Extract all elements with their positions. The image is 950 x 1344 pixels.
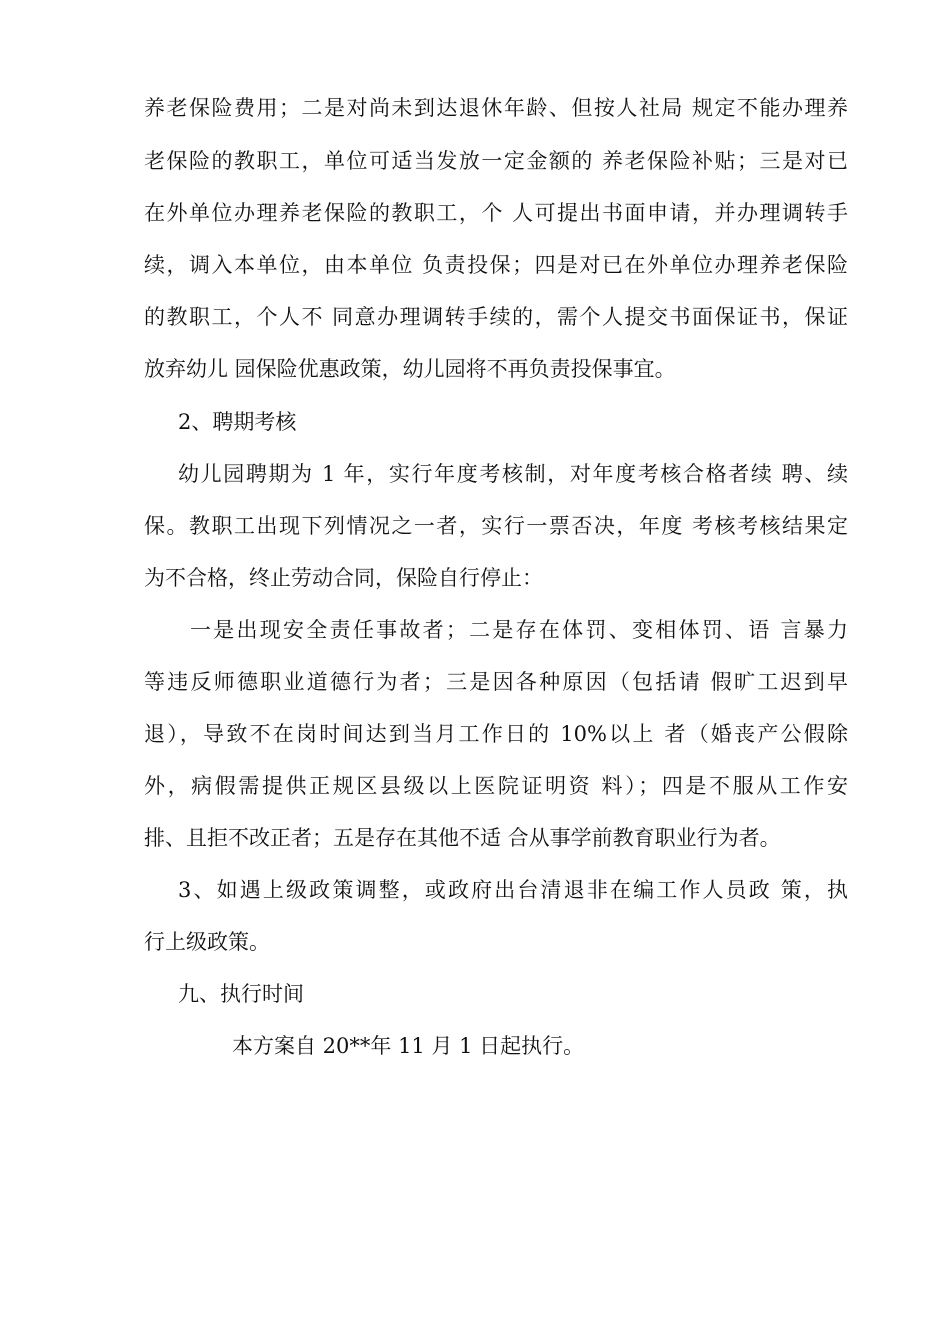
paragraph-line: 的教职工，个人不 同意办理调转手续的，需个人提交书面保证书，保证 (144, 305, 848, 329)
paragraph-line: 放弃幼儿 园保险优惠政策，幼儿园将不再负责投保事宜。 (144, 357, 676, 381)
section-heading-effective-date: 九、执行时间 (178, 982, 304, 1006)
paragraph-line: 老保险的教职工，单位可适当发放一定金额的 养老保险补贴；三是对已 (144, 149, 848, 173)
paragraph-line: 一是出现安全责任事故者；二是存在体罚、变相体罚、语 言暴力 (190, 618, 848, 642)
section-heading-appraisal: 2、聘期考核 (178, 410, 297, 434)
paragraph-line: 外，病假需提供正规区县级以上医院证明资 料）；四是不服从工作安 (144, 774, 848, 798)
paragraph-line: 为不合格，终止劳动合同，保险自行停止： (144, 566, 543, 590)
effective-date-statement: 本方案自 20**年 11 月 1 日起执行。 (232, 1034, 585, 1058)
paragraph-line: 3、如遇上级政策调整，或政府出台清退非在编工作人员政 策，执 (178, 878, 848, 902)
paragraph-line: 退），导致不在岗时间达到当月工作日的 10%以上 者（婚丧产公假除 (144, 722, 848, 746)
paragraph-line: 在外单位办理养老保险的教职工，个 人可提出书面申请，并办理调转手 (144, 201, 848, 225)
paragraph-line: 养老保险费用；二是对尚未到达退休年龄、但按人社局 规定不能办理养 (144, 96, 848, 120)
paragraph-line: 排、且拒不改正者；五是存在其他不适 合从事学前教育职业行为者。 (144, 826, 781, 850)
paragraph-line: 行上级政策。 (144, 930, 270, 954)
paragraph-line: 续，调入本单位，由本单位 负责投保；四是对已在外单位办理养老保险 (144, 253, 848, 277)
paragraph-line: 保。教职工出现下列情况之一者，实行一票否决，年度 考核考核结果定 (144, 514, 848, 538)
paragraph-line: 等违反师德职业道德行为者；三是因各种原因（包括请 假旷工迟到早 (144, 670, 848, 694)
paragraph-line: 幼儿园聘期为 1 年，实行年度考核制，对年度考核合格者续 聘、续 (178, 462, 848, 486)
